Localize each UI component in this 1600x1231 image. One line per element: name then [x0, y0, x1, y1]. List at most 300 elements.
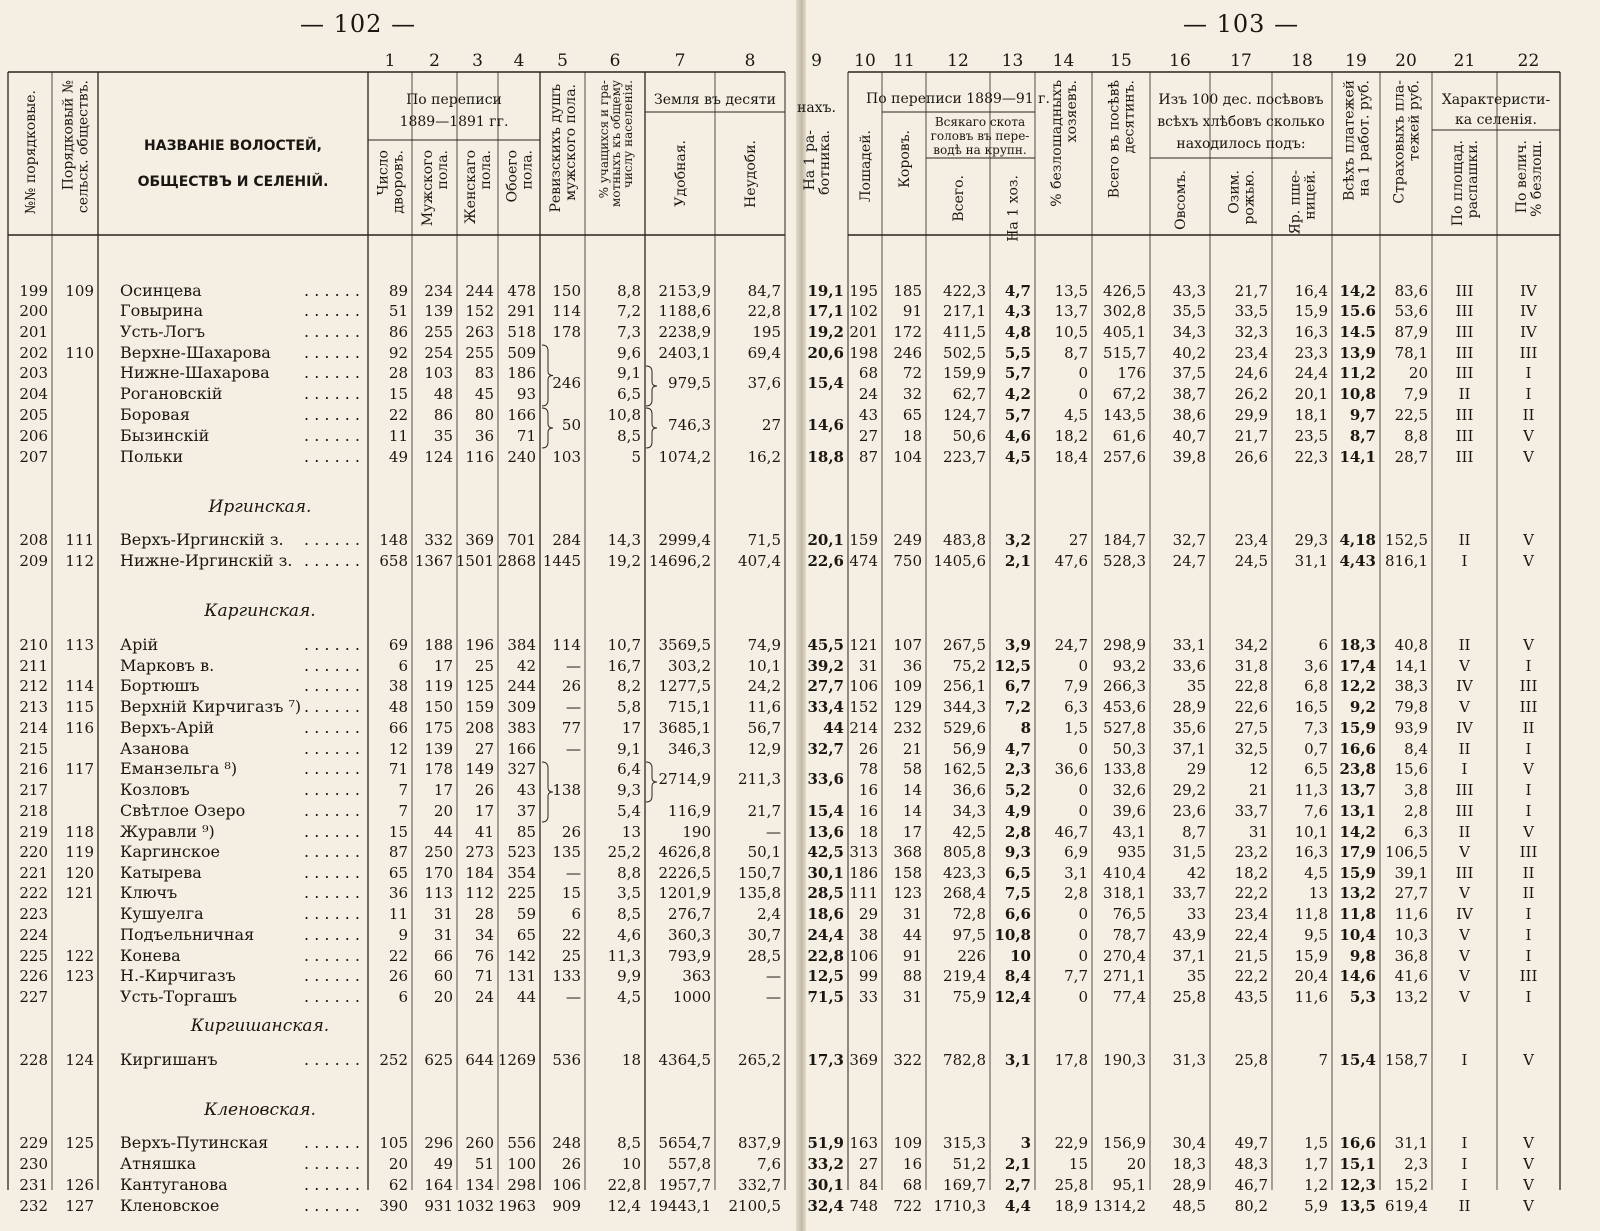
settlement-name: Говырина [120, 301, 204, 320]
data-cell-col-5: 77 [561, 719, 581, 737]
data-cell-col-9: 44 [823, 719, 844, 737]
data-cell-col-10: 87 [858, 448, 878, 466]
merge-brace [646, 408, 657, 448]
data-cell-col-14: 0 [1078, 802, 1088, 820]
data-cell-col-3: 159 [465, 698, 494, 716]
data-cell-col-19: 11,8 [1339, 905, 1376, 923]
data-cell-col-14: 27 [1068, 531, 1088, 549]
data-cell-col-15: 43,1 [1112, 823, 1146, 841]
data-cell-col-18: 7 [1318, 1051, 1328, 1069]
data-cell-col-5: — [566, 864, 581, 882]
data-cell-col-6: 6,5 [617, 385, 641, 403]
data-cell-col-19: 5,3 [1349, 988, 1376, 1006]
data-cell-col-22: V [1523, 636, 1534, 654]
data-cell-col-8: 71,5 [747, 531, 781, 549]
data-cell-col-16: 24,7 [1172, 552, 1206, 570]
header-literacy: числу населенія. [621, 80, 635, 189]
data-cell-col-14: 7,9 [1064, 677, 1088, 695]
data-cell-col-17: 18,2 [1234, 864, 1268, 882]
data-cell-col-19: 15.6 [1339, 302, 1376, 320]
data-cell-col-13: 3,9 [1004, 636, 1031, 654]
settlement-name: Козловъ [120, 780, 190, 799]
settlement-name: Осинцева [120, 281, 202, 300]
data-cell-col-12: 423,3 [943, 864, 986, 882]
table-row [19, 1050, 1535, 1069]
settlement-name: Нижне-Шахарова [120, 363, 270, 382]
data-cell-col-11: 722 [893, 1197, 922, 1215]
data-cell-col-10: 84 [858, 1176, 878, 1194]
data-cell-col-8: 27 [761, 416, 781, 434]
data-cell-col-10: 163 [849, 1134, 878, 1152]
data-cell-col-10: 16 [858, 802, 878, 820]
settlement-name: Атняшка [120, 1154, 197, 1173]
data-cell-col-22: II [1522, 406, 1535, 424]
data-cell-col-2: 164 [424, 1176, 453, 1194]
data-cell-col-6: 5 [631, 448, 641, 466]
data-cell-col-9: 20,6 [807, 344, 844, 362]
data-cell-col-4: 65 [516, 926, 536, 944]
data-cell-col-12: 159,9 [943, 364, 986, 382]
data-cell-col-4: 166 [507, 740, 536, 758]
leader-dots: . . . . . . [304, 281, 360, 300]
data-cell-col-22: II [1522, 719, 1535, 737]
data-cell-col-15: 270,4 [1103, 947, 1146, 965]
data-cell-col-7: 190 [682, 823, 711, 841]
data-cell-col-17: 26,2 [1234, 385, 1268, 403]
leader-dots: . . . . . . [304, 676, 360, 695]
data-cell-col-17: 32,3 [1234, 323, 1268, 341]
society-number: 124 [65, 1051, 94, 1069]
leader-dots: . . . . . . [304, 301, 360, 320]
column-number: 21 [1453, 51, 1476, 71]
data-cell-col-16: 30,4 [1172, 1134, 1206, 1152]
data-cell-col-17: 25,8 [1234, 1051, 1268, 1069]
row-number: 215 [19, 740, 48, 758]
data-cell-col-21: IV [1456, 905, 1473, 923]
data-cell-col-14: 2,8 [1064, 884, 1088, 902]
data-cell-col-18: 5,9 [1304, 1197, 1328, 1215]
data-cell-col-1: 11 [388, 905, 408, 923]
data-cell-col-19: 13,1 [1339, 802, 1376, 820]
data-cell-col-12: 217,1 [943, 302, 986, 320]
header-land: Земля въ десяти [654, 92, 776, 108]
data-cell-col-17: 22,8 [1234, 677, 1268, 695]
data-cell-col-1: 22 [388, 406, 408, 424]
data-cell-col-2: 44 [433, 823, 453, 841]
data-cell-col-20: 41,6 [1394, 967, 1428, 985]
data-cell-col-21: III [1455, 282, 1474, 300]
data-cell-col-17: 31 [1248, 823, 1268, 841]
data-cell-col-1: 20 [388, 1155, 408, 1173]
data-cell-col-4: 701 [507, 531, 536, 549]
data-cell-col-4: 37 [516, 802, 536, 820]
data-cell-col-4: 225 [507, 884, 536, 902]
table-row [19, 718, 1534, 737]
data-cell-col-3: 369 [465, 531, 494, 549]
data-cell-col-16: 28,9 [1172, 1176, 1206, 1194]
data-cell-col-20: 15,2 [1394, 1176, 1428, 1194]
data-cell-col-18: 20,1 [1294, 385, 1328, 403]
data-cell-col-6: 25,2 [607, 843, 641, 861]
data-cell-col-11: 322 [893, 1051, 922, 1069]
data-cell-col-22: III [1519, 677, 1538, 695]
data-cell-col-20: 53,6 [1394, 302, 1428, 320]
row-number: 227 [19, 988, 48, 1006]
row-number: 201 [19, 323, 48, 341]
leader-dots: . . . . . . [304, 1175, 360, 1194]
header-land-cont: нахъ. [797, 100, 836, 116]
header-by-horseless: По велич. [1514, 140, 1530, 214]
data-cell-col-14: 46,7 [1054, 823, 1088, 841]
data-cell-col-8: — [766, 967, 781, 985]
data-cell-col-21: II [1458, 385, 1471, 403]
data-cell-col-14: 6,3 [1064, 698, 1088, 716]
settlement-name: Марковъ в. [120, 656, 215, 675]
data-cell-col-22: V [1523, 448, 1534, 466]
data-cell-col-10: 29 [858, 905, 878, 923]
data-cell-col-21: II [1458, 636, 1471, 654]
data-cell-col-13: 4,5 [1004, 448, 1031, 466]
leader-dots: . . . . . . [304, 635, 360, 654]
header-literacy: % учащихся и гра- [597, 80, 611, 199]
data-cell-col-18: 1,2 [1304, 1176, 1328, 1194]
data-cell-col-4: 42 [516, 657, 536, 675]
data-cell-col-16: 35,5 [1172, 302, 1206, 320]
data-cell-col-2: 296 [424, 1134, 453, 1152]
data-cell-col-12: 75,9 [952, 988, 986, 1006]
data-cell-col-12: 344,3 [943, 698, 986, 716]
data-cell-col-1: 15 [388, 823, 408, 841]
data-cell-col-1: 65 [388, 864, 408, 882]
data-cell-col-15: 67,2 [1112, 385, 1146, 403]
settlement-name: Подъельничная [120, 925, 255, 944]
data-cell-col-6: 8,5 [617, 905, 641, 923]
data-cell-col-9: 17,1 [807, 302, 844, 320]
data-cell-col-1: 148 [379, 531, 408, 549]
data-cell-col-8: 28,5 [747, 947, 781, 965]
data-cell-col-8: 69,4 [747, 344, 781, 362]
data-cell-col-7: 1074,2 [658, 448, 711, 466]
data-cell-col-22: V [1523, 427, 1534, 445]
data-cell-col-15: 156,9 [1103, 1134, 1146, 1152]
data-cell-col-17: 27,5 [1234, 719, 1268, 737]
data-cell-col-13: 8,4 [1004, 967, 1031, 985]
data-cell-col-17: 24,6 [1234, 364, 1268, 382]
header-crops: всѣхъ хлѣбовъ сколько [1157, 114, 1325, 130]
row-number: 225 [19, 947, 48, 965]
settlement-name: Боровая [120, 405, 190, 424]
data-cell-col-7: 116,9 [668, 802, 711, 820]
data-cell-col-8: 21,7 [747, 802, 781, 820]
data-cell-col-13: 2,1 [1004, 1155, 1031, 1173]
data-cell-col-16: 43,9 [1172, 926, 1206, 944]
data-cell-col-15: 190,3 [1103, 1051, 1146, 1069]
header-sown-total: десятинъ. [1121, 80, 1138, 154]
data-cell-col-18: 10,1 [1294, 823, 1328, 841]
data-cell-col-1: 11 [388, 427, 408, 445]
data-cell-col-15: 32,6 [1112, 781, 1146, 799]
header-insurance: Страховыхъ пла- [1391, 80, 1408, 204]
table-row [19, 656, 1531, 675]
data-cell-col-12: 169,7 [943, 1176, 986, 1194]
data-cell-col-9: 27,7 [807, 677, 844, 695]
data-cell-col-18: 18,1 [1294, 406, 1328, 424]
data-cell-col-11: 104 [893, 448, 922, 466]
data-cell-col-7: 5654,7 [658, 1134, 711, 1152]
data-cell-col-15: 77,4 [1112, 988, 1146, 1006]
data-cell-col-2: 139 [424, 740, 453, 758]
table-row [19, 530, 1535, 549]
data-cell-col-18: 15,9 [1294, 947, 1328, 965]
row-number: 220 [19, 843, 48, 861]
data-cell-col-3: 17 [474, 802, 494, 820]
data-cell-col-17: 43,5 [1234, 988, 1268, 1006]
data-cell-col-22: III [1519, 843, 1538, 861]
data-cell-col-15: 298,9 [1103, 636, 1146, 654]
row-number: 204 [19, 385, 48, 403]
data-cell-col-8: 407,4 [738, 552, 781, 570]
header-oats: Овсомъ. [1173, 170, 1189, 230]
data-cell-col-16: 23,6 [1172, 802, 1206, 820]
data-cell-col-9: 12,5 [807, 967, 844, 985]
data-cell-col-11: 65 [902, 406, 922, 424]
data-cell-col-15: 453,6 [1103, 698, 1146, 716]
data-cell-col-9: 18,6 [807, 905, 844, 923]
table-row [19, 1175, 1535, 1194]
data-cell-col-3: 83 [474, 364, 494, 382]
data-cell-col-5: 103 [552, 448, 581, 466]
data-cell-col-2: 31 [433, 926, 453, 944]
data-cell-col-10: 27 [858, 1155, 878, 1173]
data-cell-col-7: 303,2 [668, 657, 711, 675]
data-cell-col-22: I [1525, 988, 1532, 1006]
data-cell-col-14: 17,8 [1054, 1051, 1088, 1069]
data-cell-col-11: 129 [893, 698, 922, 716]
data-cell-col-17: 29,9 [1234, 406, 1268, 424]
data-cell-col-17: 31,8 [1234, 657, 1268, 675]
data-cell-col-19: 15,9 [1339, 719, 1376, 737]
table-row [19, 822, 1535, 841]
data-cell-col-17: 23,4 [1234, 905, 1268, 923]
data-cell-col-9: 18,8 [807, 448, 844, 466]
data-cell-col-14: 13,7 [1054, 302, 1088, 320]
data-cell-col-16: 38,6 [1172, 406, 1206, 424]
data-cell-col-9: 19,1 [807, 282, 844, 300]
data-cell-col-19: 16,6 [1339, 740, 1376, 758]
data-cell-col-6: 5,4 [617, 802, 641, 820]
data-cell-col-8: 37,6 [747, 374, 781, 392]
data-cell-col-19: 15,1 [1339, 1155, 1376, 1173]
data-cell-col-17: 46,7 [1234, 1176, 1268, 1194]
data-cell-col-4: 240 [507, 448, 536, 466]
settlement-name: Кантуганова [120, 1175, 228, 1194]
row-number: 199 [19, 282, 48, 300]
data-cell-col-6: 16,7 [607, 657, 641, 675]
data-cell-col-13: 4,3 [1004, 302, 1031, 320]
data-cell-col-10: 78 [858, 760, 878, 778]
data-cell-col-9: 71,5 [807, 988, 844, 1006]
data-cell-col-1: 48 [388, 698, 408, 716]
header-name-line1: НАЗВАНІЕ ВОЛОСТЕЙ, [144, 138, 322, 154]
data-cell-col-18: 6 [1318, 636, 1328, 654]
data-cell-col-13: 2,7 [1004, 1176, 1031, 1194]
data-cell-col-11: 18 [902, 427, 922, 445]
row-number: 231 [19, 1176, 48, 1194]
settlement-name: Верхне-Шахарова [120, 343, 271, 362]
data-cell-col-5: 536 [552, 1051, 581, 1069]
data-cell-col-12: 411,5 [943, 323, 986, 341]
header-horseless: хозяевъ. [1064, 80, 1080, 143]
data-cell-col-7: 2403,1 [658, 344, 711, 362]
data-cell-col-2: 178 [424, 760, 453, 778]
data-cell-col-13: 9,3 [1004, 843, 1031, 861]
data-cell-col-13: 6,5 [1004, 864, 1031, 882]
data-cell-col-21: V [1459, 698, 1470, 716]
data-cell-col-18: 20,4 [1294, 967, 1328, 985]
data-cell-col-11: 91 [902, 947, 922, 965]
row-number: 217 [19, 781, 48, 799]
data-cell-col-10: 26 [858, 740, 878, 758]
data-cell-col-5: 25 [561, 947, 581, 965]
data-cell-col-2: 49 [433, 1155, 453, 1173]
settlement-name: Кленовское [120, 1196, 220, 1215]
data-cell-col-19: 14.5 [1339, 323, 1376, 341]
settlement-name: Польки [120, 447, 184, 466]
data-cell-col-11: 68 [902, 1176, 922, 1194]
data-cell-col-3: 51 [474, 1155, 494, 1173]
leader-dots: . . . . . . [304, 447, 360, 466]
data-cell-col-6: 4,6 [617, 926, 641, 944]
row-number: 214 [19, 719, 48, 737]
data-cell-col-9: 22,6 [807, 552, 844, 570]
header-payments: на 1 работ. руб. [1356, 80, 1373, 197]
data-cell-col-5: 114 [552, 636, 581, 654]
data-cell-col-18: 11,8 [1294, 905, 1328, 923]
data-cell-col-12: 51,2 [952, 1155, 986, 1173]
leader-dots: . . . . . . [304, 925, 360, 944]
data-cell-col-3: 134 [465, 1176, 494, 1194]
header-arable: Удобная. [673, 140, 689, 207]
data-cell-col-14: 0 [1078, 988, 1088, 1006]
data-cell-col-17: 22,2 [1234, 967, 1268, 985]
leader-dots: . . . . . . [304, 363, 360, 382]
data-cell-col-2: 139 [424, 302, 453, 320]
data-cell-col-8: 837,9 [738, 1134, 781, 1152]
data-cell-col-20: 106,5 [1385, 843, 1428, 861]
row-number: 206 [19, 427, 48, 445]
data-cell-col-8: 30,7 [747, 926, 781, 944]
data-cell-col-1: 7 [398, 781, 408, 799]
data-cell-col-8: 2100,5 [728, 1197, 781, 1215]
data-cell-col-11: 31 [902, 905, 922, 923]
data-cell-col-5: — [566, 698, 581, 716]
data-cell-col-13: 4,6 [1004, 427, 1031, 445]
data-cell-col-6: 18 [621, 1051, 641, 1069]
header-revision-souls: мужского пола. [563, 84, 579, 201]
data-cell-col-3: 71 [474, 967, 494, 985]
society-number: 125 [65, 1134, 94, 1152]
data-cell-col-1: 390 [379, 1197, 408, 1215]
data-cell-col-22: I [1525, 740, 1532, 758]
data-cell-col-7: 1000 [672, 988, 711, 1006]
society-number: 109 [65, 282, 94, 300]
data-cell-col-5: 26 [561, 677, 581, 695]
data-cell-col-17: 33,7 [1234, 802, 1268, 820]
data-cell-col-7: 2999,4 [658, 531, 711, 549]
data-cell-col-19: 15,9 [1339, 864, 1376, 882]
data-cell-col-21: V [1459, 657, 1470, 675]
settlement-name: Усть-Торгашъ [120, 987, 238, 1006]
data-cell-col-14: 25,8 [1054, 1176, 1088, 1194]
data-cell-col-10: 198 [849, 344, 878, 362]
data-cell-col-9: 33,2 [807, 1155, 844, 1173]
data-cell-col-17: 49,7 [1234, 1134, 1268, 1152]
data-cell-col-19: 10,4 [1339, 926, 1376, 944]
data-cell-col-16: 33,1 [1172, 636, 1206, 654]
data-cell-col-18: 11,3 [1294, 781, 1328, 799]
header-horses: Лошадей. [858, 130, 874, 203]
data-cell-col-20: 6,3 [1404, 823, 1428, 841]
data-cell-col-7: 4364,5 [658, 1051, 711, 1069]
data-cell-col-18: 1,5 [1304, 1134, 1328, 1152]
data-cell-col-13: 4,8 [1004, 323, 1031, 341]
data-cell-col-6: 10 [621, 1155, 641, 1173]
data-cell-col-6: 4,5 [617, 988, 641, 1006]
data-cell-col-15: 39,6 [1112, 802, 1146, 820]
data-cell-col-7: 363 [682, 967, 711, 985]
data-cell-col-13: 3 [1020, 1134, 1031, 1152]
data-cell-col-6: 8,8 [617, 864, 641, 882]
data-cell-col-13: 5,7 [1004, 406, 1031, 424]
data-cell-col-8: 74,9 [747, 636, 781, 654]
data-cell-col-19: 9,8 [1349, 947, 1376, 965]
society-number: 117 [65, 760, 94, 778]
data-cell-col-5: — [566, 988, 581, 1006]
section-volost-name: Кленовская. [204, 1100, 316, 1120]
data-cell-col-3: 644 [465, 1051, 494, 1069]
data-cell-col-11: 88 [902, 967, 922, 985]
data-cell-col-19: 13,7 [1339, 781, 1376, 799]
data-cell-col-20: 31,1 [1394, 1134, 1428, 1152]
data-cell-col-20: 8,4 [1404, 740, 1428, 758]
data-cell-col-20: 27,7 [1394, 884, 1428, 902]
settlement-name: Киргишанъ [120, 1050, 218, 1069]
data-cell-col-15: 95,1 [1112, 1176, 1146, 1194]
column-number: 11 [893, 51, 915, 71]
table-row [19, 966, 1537, 985]
data-cell-col-4: 142 [507, 947, 536, 965]
data-cell-col-8: 22,8 [747, 302, 781, 320]
column-number: 7 [674, 51, 686, 71]
settlement-name: Рогановскій [120, 384, 223, 403]
data-cell-col-19: 9,2 [1349, 698, 1376, 716]
header-by-tillage: распашки. [1465, 140, 1481, 219]
data-cell-col-9: 39,2 [807, 657, 844, 675]
data-cell-col-14: 0 [1078, 364, 1088, 382]
data-cell-col-17: 24,5 [1234, 552, 1268, 570]
data-cell-col-4: 166 [507, 406, 536, 424]
data-cell-col-14: 0 [1078, 947, 1088, 965]
table-row [19, 676, 1537, 695]
settlement-name: Нижне-Иргинскій з. [120, 551, 293, 570]
data-cell-col-21: II [1458, 1197, 1471, 1215]
data-cell-col-3: 25 [474, 657, 494, 675]
data-cell-col-20: 8,8 [1404, 427, 1428, 445]
data-cell-col-20: 11,6 [1394, 905, 1428, 923]
data-cell-col-21: IV [1456, 719, 1473, 737]
data-cell-col-1: 66 [388, 719, 408, 737]
data-cell-col-7: 3685,1 [658, 719, 711, 737]
